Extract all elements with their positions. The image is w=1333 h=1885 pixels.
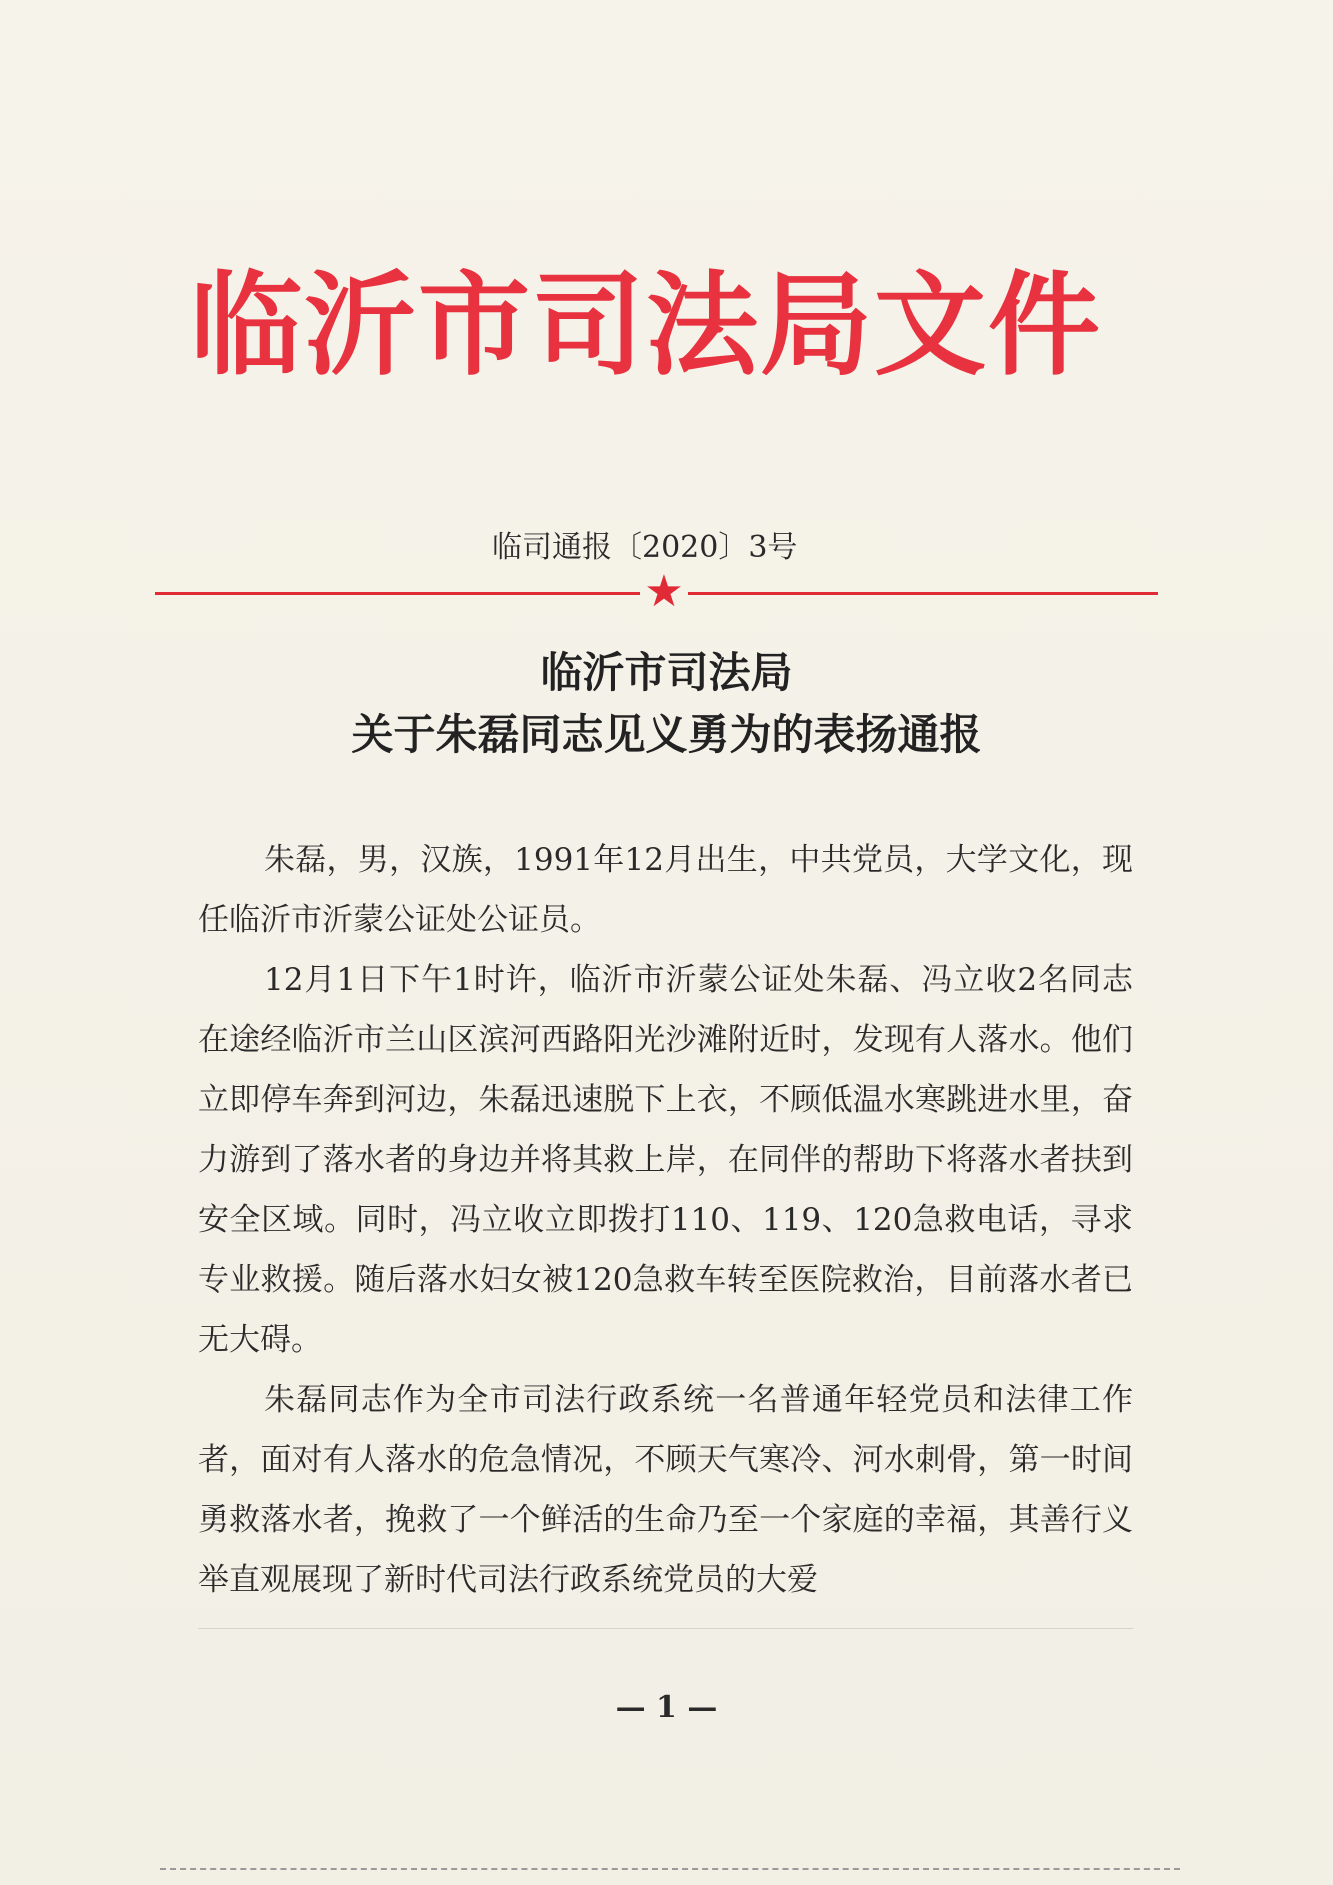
body-paragraph-3: 朱磊同志作为全市司法行政系统一名普通年轻党员和法律工作者，面对有人落水的危急情况，不顾天气寒冷、河水刺骨，第一时间勇救落水者，挽救了一个鲜活的生命乃至一个家庭的幸福，其善行义举直观展现了新时代司法行政系统党员的大爱 (198, 1382, 1133, 1598)
page-number: — 1 — (615, 1690, 718, 1725)
body-paragraph-1: 朱磊，男，汉族，1991年12月出生，中共党员，大学文化，现任临沂市沂蒙公证处公证员。 (198, 842, 1133, 938)
notice-body (198, 830, 1133, 1610)
document-header-title: 临沂市司法局文件 (190, 261, 1102, 391)
body-paragraph-2: 12月1日下午1时许，临沂市沂蒙公证处朱磊、冯立收2名同志在途经临沂市兰山区滨河西路阳光沙滩附近时，发现有人落水。他们立即停车奔到河边，朱磊迅速脱下上衣，不顾低温水寒跳进水里，奋力游到了落水者的身边并将其救上岸，在同伴的帮助下将落水者扶到安全区域。同时，冯立收立即拨打110、119、120急救电话，寻求专业救援。随后落水妇女被120急救车转至医院救治，目前落水者已无大碍。 (198, 962, 1133, 1358)
document-number: 临司通报〔2020〕3号 (492, 530, 798, 565)
red-divider-left (155, 592, 640, 595)
notice-title-line2: 关于朱磊同志见义勇为的表扬通报 (351, 710, 982, 759)
scan-edge-line (160, 1868, 1180, 1870)
notice-title-line1: 临沂市司法局 (540, 648, 793, 697)
footer-divider (198, 1628, 1133, 1629)
red-divider-right (688, 592, 1158, 595)
red-star-icon: ★ (644, 566, 684, 617)
